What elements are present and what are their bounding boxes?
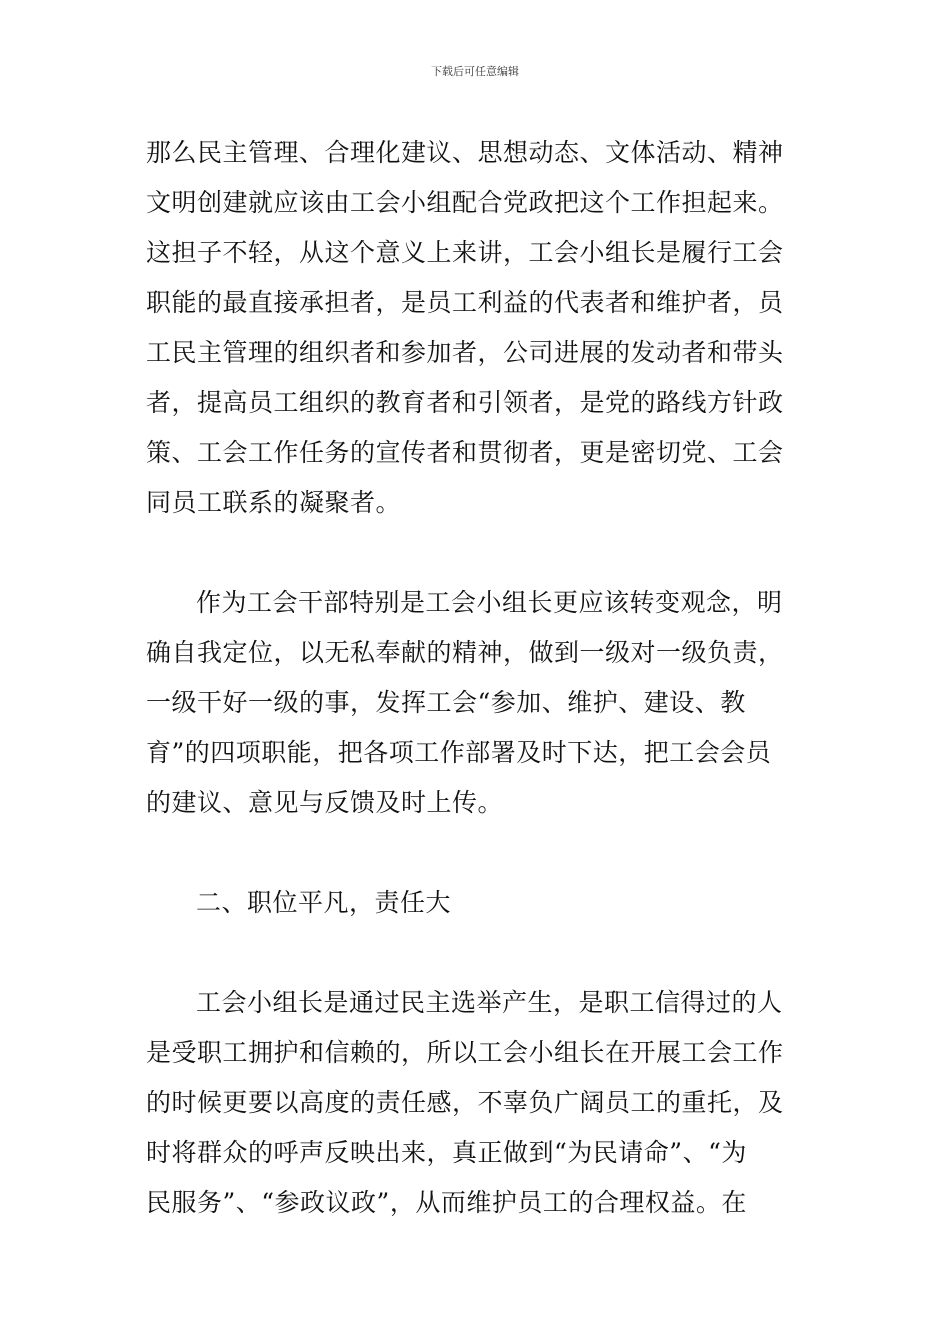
text-line: 时将群众的呼声反映出来，真正做到“为民请命”、“为 [146,1138,747,1167]
text-line: 一级干好一级的事，发挥工会“参加、维护、建设、教 [146,688,746,717]
text-line: 工会小组长是通过民主选举产生，是职工信得过的人 [196,988,783,1017]
text-line: 民服务”、“参政议政”，从而维护员工的合理权益。在 [146,1188,747,1217]
text-line: 职能的最直接承担者，是员工利益的代表者和维护者，员 [146,288,784,317]
text-line: 的时候更要以高度的责任感，不辜负广阔员工的重托，及 [146,1088,784,1117]
text-line: 工民主管理的组织者和参加者，公司进展的发动者和带头 [146,338,784,367]
text-line: 的建议、意见与反馈及时上传。 [146,788,504,817]
paragraph-gap [146,928,812,978]
text-line: 策、工会工作任务的宣传者和贯彻者，更是密切党、工会 [146,438,784,467]
text-line: 这担子不轻，从这个意义上来讲，工会小组长是履行工会 [146,238,784,267]
paragraph-gap [146,528,812,578]
paragraph-gap [146,828,812,878]
text-line: 是受职工拥护和信赖的，所以工会小组长在开展工会工作 [146,1038,784,1067]
text-line: 育”的四项职能，把各项工作部署及时下达，把工会会员 [146,738,772,767]
section-heading [146,878,812,928]
text-line: 那么民主管理、合理化建议、思想动态、文体活动、精神 [146,138,784,167]
text-line: 文明创建就应该由工会小组配合党政把这个工作担起来。 [146,188,784,217]
heading-line: 二、职位平凡，责任大 [196,888,452,917]
text-line: 者，提高员工组织的教育者和引领者，是党的路线方针政 [146,388,784,417]
paragraph-2 [146,578,812,828]
document-body [146,128,812,1228]
text-line: 作为工会干部特别是工会小组长更应该转变观念，明 [196,588,783,617]
page-header: 下载后可任意编辑 [431,65,519,78]
paragraph-3 [146,978,812,1228]
paragraph-1 [146,128,812,528]
text-line: 确自我定位，以无私奉献的精神，做到一级对一级负责， [146,638,784,667]
text-line: 同员工联系的凝聚者。 [146,488,402,517]
